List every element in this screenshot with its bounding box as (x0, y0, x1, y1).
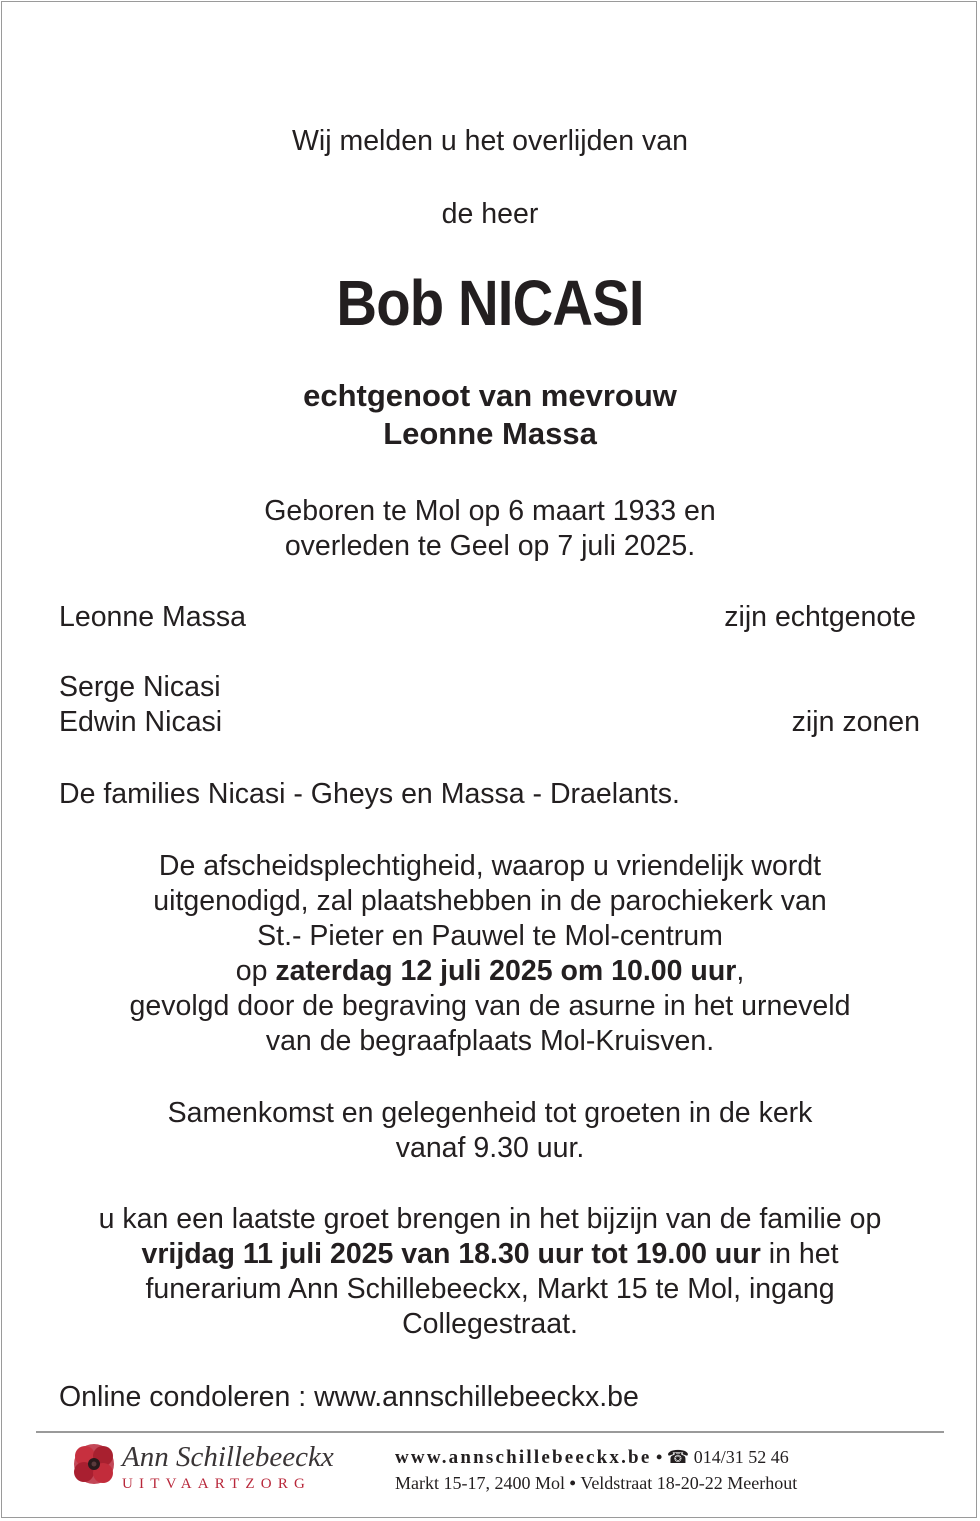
family-name-son-2: Edwin Nicasi (59, 706, 223, 738)
ceremony-date-prefix: op (235, 955, 276, 987)
footer-address-1: Markt 15-17, 2400 Mol (395, 1473, 565, 1493)
phone-icon: ☎ (666, 1447, 690, 1467)
spouse-line-2: Leonne Massa (383, 416, 597, 451)
footer-website[interactable]: www.annschillebeeckx.be (395, 1447, 652, 1468)
ceremony-line-4 (0, 954, 980, 989)
online-condolence: Online condoleren : www.annschillebeeckx.be (59, 1381, 639, 1413)
logo-name: Ann Schillebeeckx (122, 1441, 334, 1473)
spouse-block (0, 377, 980, 453)
ceremony-line-5: gevolgd door de begraving van de asurne in het urneveld (129, 990, 851, 1022)
visit-line-2 (0, 1237, 980, 1272)
visit-line-3: funerarium Ann Schillebeeckx, Markt 15 te Mol, ingang (145, 1273, 835, 1305)
footer-separator: • (651, 1447, 667, 1467)
gathering-line-2: vanaf 9.30 uur. (395, 1132, 585, 1164)
footer-divider (36, 1431, 944, 1433)
footer-phone: 014/31 52 46 (693, 1447, 789, 1467)
poppy-flower-icon (72, 1442, 116, 1486)
family-name-spouse: Leonne Massa (59, 601, 246, 633)
gathering-line-1: Samenkomst en gelegenheid tot groeten in de kerk (167, 1097, 813, 1129)
ceremony-line-6: van de begraafplaats Mol-Kruisven. (265, 1025, 715, 1057)
family-relation-sons: zijn zonen (791, 706, 920, 738)
birth-death-block (0, 494, 980, 564)
visit-line-4: Collegestraat. (402, 1308, 578, 1340)
footer-contact-line (395, 1446, 789, 1469)
visit-line-1: u kan een laatste groet brengen in het bijzijn van de familie op (98, 1203, 882, 1235)
logo-subtitle: UITVAARTZORG (122, 1476, 312, 1492)
visit-date: vrijdag 11 juli 2025 van 18.30 uur tot 19.00 uur (141, 1238, 761, 1270)
visit-block (0, 1202, 980, 1342)
family-relation-spouse: zijn echtgenote (724, 601, 916, 633)
footer-address-2: Veldstraat 18-20-22 Meerhout (580, 1473, 798, 1493)
ceremony-line-3: St.- Pieter en Pauwel te Mol-centrum (257, 920, 723, 952)
visit-line-2-suffix: in het (760, 1238, 839, 1270)
ceremony-line-1: De afscheidsplechtigheid, waarop u vriendelijk wordt (158, 850, 822, 882)
footer-address-line (395, 1472, 797, 1494)
families-line: De families Nicasi - Gheys en Massa - Draelants. (59, 778, 680, 810)
birth-line: Geboren te Mol op 6 maart 1933 en (264, 495, 716, 527)
spouse-line-1: echtgenoot van mevrouw (303, 378, 677, 413)
deceased-name: Bob NICASI (336, 267, 644, 339)
intro-text: Wij melden u het overlijden van (291, 125, 689, 157)
family-name-son-1: Serge Nicasi (59, 671, 221, 703)
ceremony-date-suffix: , (736, 955, 745, 987)
ceremony-block (0, 849, 980, 1059)
ceremony-date: zaterdag 12 juli 2025 om 10.00 uur (275, 955, 737, 987)
footer-separator-2: • (565, 1473, 581, 1493)
honorific: de heer (441, 198, 539, 230)
gathering-block (0, 1096, 980, 1166)
death-line: overleden te Geel op 7 juli 2025. (284, 530, 696, 562)
ceremony-line-2: uitgenodigd, zal plaatshebben in de parochiekerk van (153, 885, 827, 917)
